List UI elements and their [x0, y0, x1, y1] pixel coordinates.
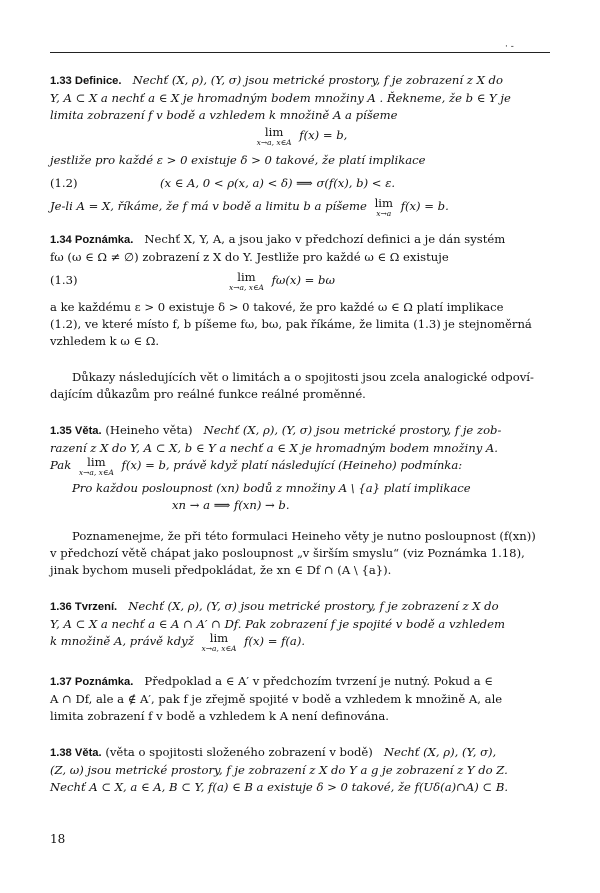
text-line: limita zobrazení f v bodě a vzhledem k množině A a píšeme — [50, 108, 398, 122]
theorem-label: 1.35 Věta. — [50, 425, 102, 437]
text-line — [50, 152, 550, 169]
limit-operator — [257, 127, 292, 148]
header-rule — [50, 52, 550, 53]
text-line: Nechť X, Y, A, a jsou jako v předchozí definici a je dán systém — [144, 232, 506, 246]
equation-1-3 — [50, 272, 550, 293]
lim-word: lim — [87, 455, 106, 469]
text-line-content: jestliže pro každé ε > 0 existuje δ > 0 takové, že platí implikace — [50, 153, 426, 167]
text-line: (1.2), ve které místo f, b píšeme fω, bω, pak říkáme, že limita (1.3) je stejnoměrná — [50, 317, 532, 331]
theorem-1-35 — [50, 422, 550, 478]
remark-1-34 — [50, 231, 550, 266]
theorem-label: 1.38 Věta. — [50, 747, 102, 759]
paragraph-remark — [50, 528, 550, 579]
lim-subscript: x→a — [376, 209, 392, 218]
lim-word: lim — [209, 631, 229, 645]
text-line: (Z, ω) jsou metrické prostory, f je zobrazení z X do Y a g je zobrazení z Y do Z. — [50, 763, 508, 777]
text-line: a ke každému ε > 0 existuje δ > 0 takové, že pro každé ω ∈ Ω platí implikace — [50, 300, 504, 314]
text-line: Poznamenejme, že při této formulaci Heineho věty je nutno posloupnost (f(xn)) — [72, 529, 536, 543]
limit-operator — [202, 633, 237, 654]
definition-label: 1.33 Definice. — [50, 75, 122, 87]
text-line: Nechť (X, ρ), (Y, σ) jsou metrické prostory, f je zob- — [203, 423, 502, 437]
text-line: limita zobrazení f v bodě a vzhledem k A není definována. — [50, 709, 389, 723]
limit-rhs: f(x) = b, — [299, 128, 348, 142]
remark-1-37 — [50, 673, 550, 725]
equation-body: (x ∈ A, 0 < ρ(x, a) < δ) ⟹ σ(f(x), b) < ε. — [160, 176, 396, 190]
limit-operator — [375, 198, 393, 219]
text-line: dajícím důkazům pro reálné funkce reálné proměnné. — [50, 387, 366, 401]
text-line: Y, A ⊂ X a nechť a ∈ A ∩ A′ ∩ Df. Pak zobrazení f je spojité v bodě a vzhledem — [50, 617, 505, 631]
text-line: fω (ω ∈ Ω ≠ ∅) zobrazení z X do Y. Jestliže pro každé ω ∈ Ω existuje — [50, 250, 449, 264]
lim-subscript: x→a, x∈A — [201, 644, 237, 653]
lim-word: lim — [237, 270, 256, 284]
lim-subscript: x→a, x∈A — [229, 283, 264, 292]
definition-1-33 — [50, 72, 550, 124]
lim-subscript: x→a, x∈A — [256, 138, 292, 147]
equation-body — [160, 272, 550, 293]
text-line: Předpoklad a ∈ A′ v předchozím tvrzení je nutný. Pokud a ∈ — [144, 674, 493, 688]
limit-operator — [229, 272, 264, 293]
theorem-tag: (Heineho věta) — [105, 423, 193, 437]
remark-label: 1.34 Poznámka. — [50, 234, 134, 246]
condition-implication: xn → a ⟹ f(xn) → b. — [172, 498, 290, 512]
text-line: Nechť A ⊂ X, a ∈ A, B ⊂ Y, f(a) ∈ B a existuje δ > 0 takové, že f(Uδ(a)∩A) ⊂ B. — [50, 780, 509, 794]
condition-line: Pro každou posloupnost (xn) bodů z množiny A \ {a} platí implikace — [72, 481, 471, 495]
equation-number: (1.3) — [50, 273, 78, 287]
text-line: v předchozí větě chápat jako posloupnost „v širším smyslu“ (viz Poznámka 1.18), — [50, 546, 525, 560]
lim-subscript: x→a, x∈A — [78, 468, 114, 477]
text-line: f(x) = b, právě když platí následující (Heineho) podmínka: — [121, 458, 463, 472]
display-limit — [50, 127, 550, 148]
text-line: f(x) = f(a). — [244, 634, 306, 648]
page-number: 18 — [50, 832, 66, 846]
text-line: vzhledem k ω ∈ Ω. — [50, 334, 160, 348]
page-body — [50, 72, 550, 796]
theorem-1-38 — [50, 744, 550, 796]
lim-word: lim — [264, 125, 284, 139]
remark-label: 1.37 Poznámka. — [50, 676, 134, 688]
text-line — [50, 198, 550, 219]
heine-condition — [72, 480, 550, 514]
lim-word: lim — [374, 196, 393, 210]
limit-rhs: fω(x) = bω — [271, 273, 335, 287]
text-line-content: Je-li A = X, říkáme, že f má v bodě a limitu b a píšeme — [50, 199, 367, 213]
text-line: Nechť (X, ρ), (Y, σ) jsou metrické prostory, f je zobrazení z X do — [128, 599, 499, 613]
text-line: Pak — [50, 458, 72, 472]
remark-continuation — [50, 299, 550, 350]
equation-number: (1.2) — [50, 176, 78, 190]
text-line: Y, A ⊂ X a nechť a ∈ X je hromadným bodem množiny A . Řekneme, že b ∈ Y je — [50, 91, 511, 105]
limit-rhs: f(x) = b. — [400, 199, 449, 213]
theorem-tag: (věta o spojitosti složeného zobrazení v bodě) — [105, 745, 373, 759]
limit-operator — [79, 457, 114, 478]
proposition-label: 1.36 Tvrzení. — [50, 601, 118, 613]
text-line: A ∩ Df, ale a ∉ A′, pak f je zřejmě spojité v bodě a vzhledem k množině A, ale — [50, 692, 503, 706]
text-line: k množině A, právě když — [50, 634, 194, 648]
equation-1-2 — [50, 175, 550, 192]
text-line: Nechť (X, ρ), (Y, σ) jsou metrické prostory, f je zobrazení z X do — [132, 73, 503, 87]
text-line: jinak bychom museli předpokládat, že xn ∈ Df ∩ (A \ {a}). — [50, 563, 392, 577]
paragraph-proofs — [50, 369, 550, 403]
text-line: Nechť (X, ρ), (Y, σ), — [383, 745, 497, 759]
running-header-marks: · - — [505, 42, 514, 52]
text-line: razení z X do Y, A ⊂ X, b ∈ Y a nechť a ∈ X je hromadným bodem množiny A. — [50, 441, 498, 455]
text-line: Důkazy následujících vět o limitách a o spojitosti jsou zcela analogické odpoví- — [72, 370, 534, 384]
proposition-1-36 — [50, 598, 550, 654]
